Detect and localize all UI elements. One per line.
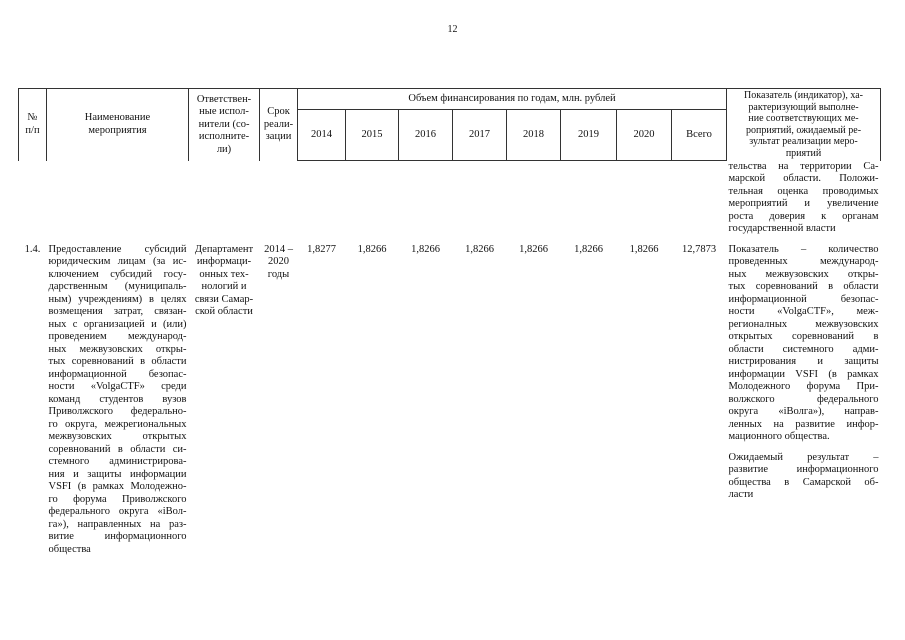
result-paragraph	[729, 452, 879, 502]
header-number	[19, 89, 47, 161]
text-line: проведением международ-	[48, 331, 187, 342]
text-line: дарственным (муниципаль-	[48, 281, 187, 292]
header-term	[260, 89, 298, 161]
header-year: 2017	[453, 110, 507, 161]
text-line: межвузовских открытых	[48, 431, 187, 442]
header-year: 2019	[561, 110, 617, 161]
text-line: витие информационного	[48, 531, 187, 542]
program-table	[18, 88, 881, 556]
text-line: тых соревнований в области	[728, 281, 879, 292]
indicator-paragraph	[729, 244, 879, 444]
value-2019: 1,8266	[574, 243, 603, 255]
continuation-row	[19, 161, 881, 236]
text-line: возмещения затрат, связан-	[48, 306, 187, 317]
header-line: №	[27, 112, 38, 124]
header-line: ные испол-	[199, 106, 249, 117]
text-line: тельная оценка проводимых	[728, 185, 879, 197]
text-line: информации VSFI (в рамках	[728, 368, 879, 380]
row-name	[47, 236, 189, 557]
text-line: соревнований в области си-	[48, 443, 187, 455]
text-line: га»), направленных на раз-	[48, 518, 187, 530]
header-name	[47, 89, 189, 161]
header-line: роприятий, ожидаемый ре-	[746, 124, 862, 136]
header-line: мероприятия	[88, 124, 147, 136]
text-line: нистрирования и защиты	[728, 356, 879, 367]
row-term	[260, 236, 298, 557]
text-line: ности «VolgaCTF», меж-	[728, 306, 879, 317]
text-line: мационного общества.	[728, 431, 830, 442]
text-line: Молодежного форума При-	[728, 381, 879, 392]
page-number: 12	[447, 24, 458, 35]
header-line: исполните-	[198, 131, 250, 142]
text-line: ленных на развитие инфор-	[728, 418, 879, 430]
header-year: 2014	[298, 110, 346, 161]
text-line: онных тех-	[199, 268, 249, 280]
header-year: 2015	[346, 110, 399, 161]
header-line: зации	[265, 131, 292, 142]
text-line: ным) учреждениям) в целях	[48, 293, 187, 305]
value-total: 12,7873	[681, 243, 717, 255]
text-line: ных межвузовских откры-	[728, 268, 879, 280]
header-executors	[189, 89, 260, 161]
value-2016: 1,8266	[411, 243, 440, 255]
text-line: ласти	[728, 489, 754, 500]
header-line: Наименование	[84, 112, 151, 124]
text-line: тельства на территории Са-	[728, 160, 879, 172]
text-line: го форума Приволжского	[48, 493, 187, 505]
text-line: команд студентов вузов	[48, 393, 187, 405]
header-line: ли)	[216, 143, 232, 155]
header-total: Всего	[672, 110, 727, 161]
header-indicator	[727, 89, 881, 161]
text-line: информаци-	[196, 256, 252, 267]
text-line: округа «iВолга»), направ-	[728, 406, 879, 417]
header-year: 2018	[507, 110, 561, 161]
header-line: зультат реализации меро-	[749, 136, 858, 148]
row-executor	[189, 236, 260, 557]
text-line: информационной безопас-	[728, 293, 879, 305]
header-line: ние соответствующих ме-	[748, 113, 859, 125]
text-line: юридическим лицам (за ис-	[48, 256, 187, 267]
text-line: информационной безопас-	[48, 368, 187, 380]
text-line: мероприятий и увеличение	[728, 198, 879, 209]
header-financing: Объем финансирования по годам, млн. рублей	[298, 89, 727, 110]
indicator-continuation	[727, 161, 881, 236]
text-line: роста доверия к органам	[728, 210, 879, 222]
table-row	[19, 236, 881, 557]
header-year: 2016	[399, 110, 453, 161]
header-line: нители (со-	[198, 118, 250, 130]
text-line: проведенных международ-	[728, 256, 879, 267]
text-line: стемного администрирова-	[48, 456, 187, 467]
text-line: общества в Самарской об-	[728, 476, 879, 488]
text-line: связи Самар-	[194, 293, 254, 305]
text-line: федерального округа «iВол-	[48, 506, 187, 517]
value-2014: 1,8277	[307, 243, 336, 255]
value-2017: 1,8266	[465, 243, 494, 255]
text-line: Ожидаемый результат –	[728, 451, 879, 463]
text-line: тых соревнований в области	[48, 356, 187, 367]
text-line: нологий и	[201, 281, 247, 292]
text-line: открытых соревнований в	[728, 331, 879, 342]
text-line: ния и защиты информации	[48, 468, 187, 480]
text-line: го округа, межрегиональных	[48, 418, 187, 430]
header-line: реали-	[263, 118, 294, 130]
text-line: общества	[48, 543, 91, 555]
text-line: VSFI (в рамках Молодежно-	[48, 481, 187, 492]
text-line: 2014 –	[264, 243, 293, 255]
text-line: Приволжского федерально-	[48, 406, 187, 417]
text-line: ности «VolgaCTF» среди	[48, 381, 187, 392]
text-line: ных с организацией и (или)	[48, 318, 187, 330]
text-line: ской области	[195, 306, 253, 317]
text-line: развитие информационного	[728, 464, 879, 475]
row-number: 1.4.	[24, 243, 41, 255]
header-line: рактеризующий выполне-	[748, 101, 859, 113]
header-line: приятий	[785, 147, 822, 159]
text-line: Предоставление субсидий	[48, 243, 187, 255]
header-line: Показатель (индикатор), ха-	[744, 90, 863, 102]
text-line: 2020	[268, 256, 289, 267]
text-line: марской области. Положи-	[728, 173, 879, 184]
text-line: Показатель – количество	[728, 243, 879, 255]
text-line: ных межвузовских откры-	[48, 343, 187, 355]
row-indicator	[727, 236, 881, 557]
text-line: Департамент	[194, 243, 254, 255]
text-line: области системного адми-	[728, 343, 879, 355]
text-line: годы	[267, 268, 290, 280]
header-line: Срок	[267, 106, 290, 117]
value-2018: 1,8266	[519, 243, 548, 255]
value-2020: 1,8266	[629, 243, 659, 255]
text-line: ключением субсидий госу-	[48, 268, 187, 280]
header-line: Ответствен-	[196, 93, 252, 105]
text-line: регионалных межвузовских	[728, 318, 879, 330]
text-line: государственной власти	[728, 223, 836, 234]
header-year: 2020	[617, 110, 672, 161]
text-line: волжского федерального	[728, 393, 879, 405]
header-line: п/п	[25, 124, 40, 136]
value-2015: 1,8266	[357, 243, 387, 255]
